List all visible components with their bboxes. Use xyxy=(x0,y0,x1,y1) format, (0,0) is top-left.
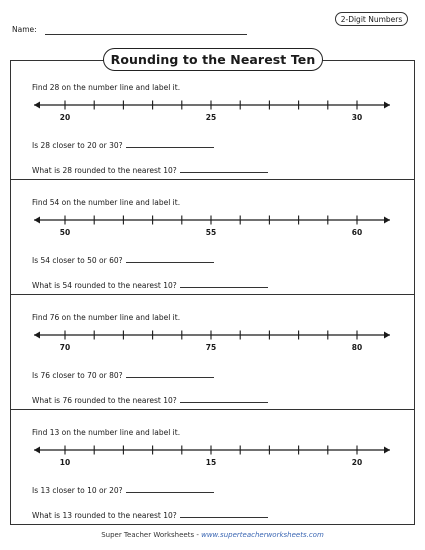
closer-question: Is 28 closer to 20 or 30? xyxy=(32,140,214,150)
footer-link[interactable]: www.superteacherworksheets.com xyxy=(201,531,324,539)
answer-blank[interactable] xyxy=(180,510,268,518)
answer-blank[interactable] xyxy=(180,280,268,288)
number-line-label: 30 xyxy=(351,113,363,122)
problem-section-1 xyxy=(10,62,415,177)
number-line-label: 50 xyxy=(59,228,71,237)
left-arrow-icon xyxy=(34,102,40,109)
problem-prompt: Find 28 on the number line and label it. xyxy=(32,83,181,92)
number-line-label: 75 xyxy=(205,343,217,352)
number-line-label: 70 xyxy=(59,343,71,352)
number-line-label: 60 xyxy=(351,228,363,237)
answer-blank[interactable] xyxy=(126,485,214,493)
closer-question: Is 13 closer to 10 or 20? xyxy=(32,485,214,495)
problem-section-3 xyxy=(10,292,415,407)
left-arrow-icon xyxy=(34,447,40,454)
rounded-question: What is 28 rounded to the nearest 10? xyxy=(32,165,268,175)
rounded-question: What is 54 rounded to the nearest 10? xyxy=(32,280,268,290)
right-arrow-icon xyxy=(384,447,390,454)
number-line-label: 80 xyxy=(351,343,363,352)
number-line xyxy=(10,331,415,355)
footer-brand: Super Teacher Worksheets - xyxy=(101,531,202,539)
worksheet-title: Rounding to the Nearest Ten xyxy=(103,48,323,71)
right-arrow-icon xyxy=(384,332,390,339)
answer-blank[interactable] xyxy=(126,140,214,148)
problem-section-2 xyxy=(10,177,415,292)
number-line xyxy=(10,446,415,470)
right-arrow-icon xyxy=(384,217,390,224)
problem-prompt: Find 54 on the number line and label it. xyxy=(32,198,181,207)
answer-blank[interactable] xyxy=(180,165,268,173)
name-input-line[interactable] xyxy=(45,34,247,35)
number-line xyxy=(10,101,415,125)
problem-prompt: Find 76 on the number line and label it. xyxy=(32,313,181,322)
left-arrow-icon xyxy=(34,332,40,339)
right-arrow-icon xyxy=(384,102,390,109)
name-label: Name: xyxy=(12,25,37,34)
number-line-label: 55 xyxy=(205,228,217,237)
closer-question: Is 76 closer to 70 or 80? xyxy=(32,370,214,380)
problem-section-4 xyxy=(10,407,415,522)
number-line-label: 20 xyxy=(59,113,71,122)
answer-blank[interactable] xyxy=(126,370,214,378)
grade-tag: 2-Digit Numbers xyxy=(335,12,408,26)
problem-prompt: Find 13 on the number line and label it. xyxy=(32,428,181,437)
rounded-question: What is 13 rounded to the nearest 10? xyxy=(32,510,268,520)
number-line-label: 10 xyxy=(59,458,71,467)
rounded-question: What is 76 rounded to the nearest 10? xyxy=(32,395,268,405)
footer xyxy=(0,531,425,539)
number-line-label: 15 xyxy=(205,458,217,467)
answer-blank[interactable] xyxy=(180,395,268,403)
number-line-label: 25 xyxy=(205,113,217,122)
number-line xyxy=(10,216,415,240)
number-line-label: 20 xyxy=(351,458,363,467)
closer-question: Is 54 closer to 50 or 60? xyxy=(32,255,214,265)
left-arrow-icon xyxy=(34,217,40,224)
answer-blank[interactable] xyxy=(126,255,214,263)
